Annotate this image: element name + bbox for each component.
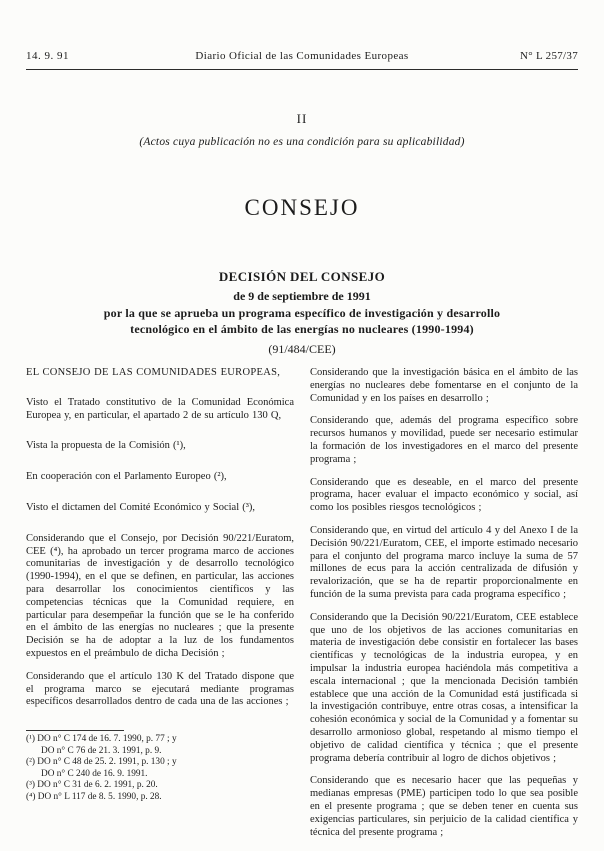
footnote-divider [26,730,124,731]
paragraph: Considerando que, además del programa específico sobre recursos humanos y movilidad, puede ser necesario estimular la formación de los investigadores en el marco del presente programa ; [310,415,578,465]
paragraph: Visto el Tratado constitutivo de la Comunidad Económica Europea y, en particular, el apartado 2 de su artículo 130 Q, [26,396,294,421]
header-journal-title: Diario Oficial de las Comunidades Europeas [195,50,409,62]
footnote-line: DO n° C 76 de 21. 3. 1991, p. 9. [41,745,162,756]
paragraph: En cooperación con el Parlamento Europeo (²), [26,471,227,483]
page-header [26,50,578,62]
section-numeral: II [296,111,308,126]
footnote-line: (⁴) DO n° L 117 de 8. 5. 1990, p. 28. [26,791,162,802]
paragraph: Considerando que es deseable, en el marco del presente programa, hacer evaluar el impacto económico y social, así como los posibles riesgos tecnológicos ; [310,476,578,514]
paragraph: EL CONSEJO DE LAS COMUNIDADES EUROPEAS, [26,367,281,378]
paragraph: Considerando que el artículo 130 K del Tratado dispone que el programa marco se ejecutará mediante programas específicos desarrollados dentro de cada una de las acciones ; [26,670,294,708]
header-issue-number: N° L 257/37 [519,50,578,62]
paragraph: Considerando que la investigación básica en el ámbito de las energías no nucleares debe fomentarse en el conjunto de la Comunidad y en los países en desarrollo ; [310,367,578,404]
footnote-line: (³) DO n° C 31 de 6. 2. 1991, p. 20. [26,780,158,791]
paragraph: Considerando que es necesario hacer que las pequeñas y medianas empresas (PME) participen todo lo que sea posible en el presente programa ; que se deben tener en cuenta sus exigencias particulares, sin perjuicio de la calidad científica y técnica del presente programa ; [310,775,578,838]
footnotes-block [26,730,294,804]
header-divider [26,69,578,70]
decision-date-line: de 9 de septiembre de 1991 [233,289,371,303]
paragraph: Considerando que la Decisión 90/221/Euratom, CEE establece que uno de los objetivos de las acciones comunitarias en materia de investigación debe consistir en fortalecer las bases científicas y tecnológicas de la industria europea, y en impulsar la industria europea haciéndola más competitiva a escala internacional ; que la mencionada Decisión también establece que una acción de la Comunidad está justificada si la investigación contribuye, entre otras cosas, a intensificar la cohesión económica y social de la Comunidad y a fomentar su desarrollo armonioso global, respetando al mismo tiempo el objetivo de calidad científica y técnica ; que el presente programa debería contribuir al logro de dichos objetivos ; [310,611,578,764]
paragraph: Considerando que el Consejo, por Decisión 90/221/Euratom, CEE (⁴), ha aprobado un tercer programa marco de acciones comunitarias de investigación y de desarrollo tecnológico (1990-1994), en el que se definen, en particular, las acciones para desarrollar los conocimientos científicos y las competencias técnicas que la Comunidad requiere, en particular para desempeñar la función que se le ha conferido en el ámbito de las energías no nucleares ; que la presente Decisión se ha de adoptar a la luz de los fundamentos expuestos en el preámbulo de dicha Decisión ; [26,532,294,659]
header-date: 14. 9. 91 [26,50,69,62]
footnote-line: (²) DO n° C 48 de 25. 2. 1991, p. 130 ; y [26,757,177,768]
footnote-line: DO n° C 240 de 16. 9. 1991. [41,768,148,779]
institution-heading: CONSEJO [244,195,360,220]
right-column [310,367,578,849]
decision-subject: por la que se aprueba un programa específico de investigación y desarrollo tecnológico en el ámbito de las energías no nucleares (1990-1994) [103,306,501,336]
footnote-line: (¹) DO n° C 174 de 16. 7. 1990, p. 77 ; y [26,734,177,744]
paragraph: Vista la propuesta de la Comisión (¹), [26,440,186,452]
publication-note: (Actos cuya publicación no es una condición para su aplicabilidad) [139,136,465,148]
decision-title: DECISIÓN DEL CONSEJO [218,269,386,284]
paragraph: Considerando que, en virtud del artículo 4 y del Anexo I de la Decisión 90/221/Euratom, CEE, el importe estimado necesario para el conjunto del programa marco incluye la suma de 57 millones de ecus para la acción centralizada de difusión y revalorización, que se ha de repartir proporcionalmente en función de la suma prevista para cada programa específico ; [310,524,578,600]
decision-reference: (91/484/CEE) [268,342,336,356]
paragraph: Visto el dictamen del Comité Económico y Social (³), [26,501,256,513]
